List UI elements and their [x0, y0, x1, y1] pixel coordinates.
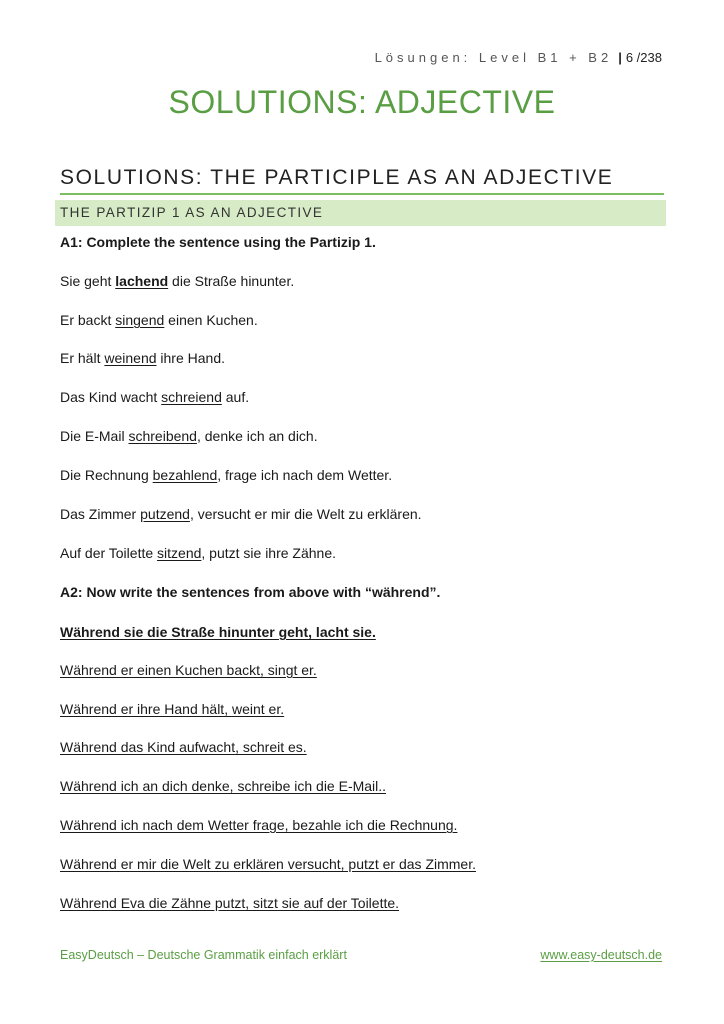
- answer-word: bezahlend: [152, 467, 218, 483]
- a2-sentence: Während er mir die Welt zu erklären versucht, putzt er das Zimmer.: [60, 856, 476, 872]
- answer-word: putzend: [140, 506, 190, 522]
- a2-sentence: Während Eva die Zähne putzt, sitzt sie auf der Toilette.: [60, 895, 400, 911]
- a1-instruction: A1: Complete the sentence using the Partizip 1.: [60, 234, 376, 250]
- sentence-text: Sie geht: [60, 273, 116, 289]
- a1-sentence: [60, 545, 336, 561]
- a1-sentence: [60, 350, 225, 366]
- answer-word: schreibend: [128, 428, 197, 444]
- a2-sentence: Während das Kind aufwacht, schreit es.: [60, 739, 307, 755]
- a2-instruction: A2: Now write the sentences from above with “während”.: [60, 584, 441, 600]
- answer-word: lachend: [115, 273, 169, 289]
- sentence-text: die Straße hinunter.: [168, 273, 295, 289]
- sentence-text: , versucht er mir die Welt zu erklären.: [189, 506, 422, 522]
- a1-sentence: [60, 428, 318, 444]
- sentence-text: Das Zimmer: [60, 506, 141, 522]
- footer-text: EasyDeutsch – Deutsche Grammatik einfach erklärt: [60, 948, 347, 962]
- a2-sentence: Während er ihre Hand hält, weint er.: [60, 701, 285, 717]
- a2-sentence: Während ich an dich denke, schreibe ich die E-Mail..: [60, 778, 387, 794]
- a1-sentence: [60, 312, 258, 328]
- footer-link[interactable]: www.easy-deutsch.de: [540, 948, 662, 962]
- sentence-text: Er hält: [60, 350, 105, 366]
- subsection-title: THE PARTIZIP 1 AS AN ADJECTIVE: [55, 200, 666, 226]
- sentence-text: Das Kind wacht: [60, 389, 162, 405]
- sentence-text: Auf der Toilette: [60, 545, 158, 561]
- a1-sentence: [60, 506, 422, 522]
- sentence-text: auf.: [221, 389, 250, 405]
- answer-word: weinend: [104, 350, 157, 366]
- header-separator: |: [618, 50, 622, 65]
- section-title: SOLUTIONS: THE PARTICIPLE AS AN ADJECTIVE: [60, 166, 664, 195]
- sentence-text: , frage ich nach dem Wetter.: [217, 467, 393, 483]
- a1-sentence: [60, 467, 392, 483]
- sentence-text: , putzt sie ihre Zähne.: [201, 545, 337, 561]
- page-header: [375, 50, 662, 65]
- answer-word: schreiend: [161, 389, 222, 405]
- sentence-text: , denke ich an dich.: [196, 428, 318, 444]
- header-label: Lösungen: Level B1 + B2: [374, 50, 613, 65]
- a2-sentence: Während ich nach dem Wetter frage, bezahle ich die Rechnung.: [60, 817, 458, 833]
- sentence-text: Die E-Mail: [60, 428, 129, 444]
- sentence-text: Die Rechnung: [60, 467, 153, 483]
- a2-sentence: Während er einen Kuchen backt, singt er.: [60, 662, 317, 678]
- page-number: 6 /238: [625, 50, 662, 65]
- answer-word: sitzend: [157, 545, 202, 561]
- document-title: SOLUTIONS: ADJECTIVE: [168, 84, 556, 120]
- sentence-text: einen Kuchen.: [164, 312, 258, 328]
- answer-word: singend: [115, 312, 165, 328]
- a1-sentence: [60, 273, 294, 289]
- a2-sentence: Während sie die Straße hinunter geht, lacht sie.: [60, 624, 376, 640]
- sentence-text: ihre Hand.: [156, 350, 225, 366]
- sentence-text: Er backt: [60, 312, 116, 328]
- a1-sentence: [60, 389, 249, 405]
